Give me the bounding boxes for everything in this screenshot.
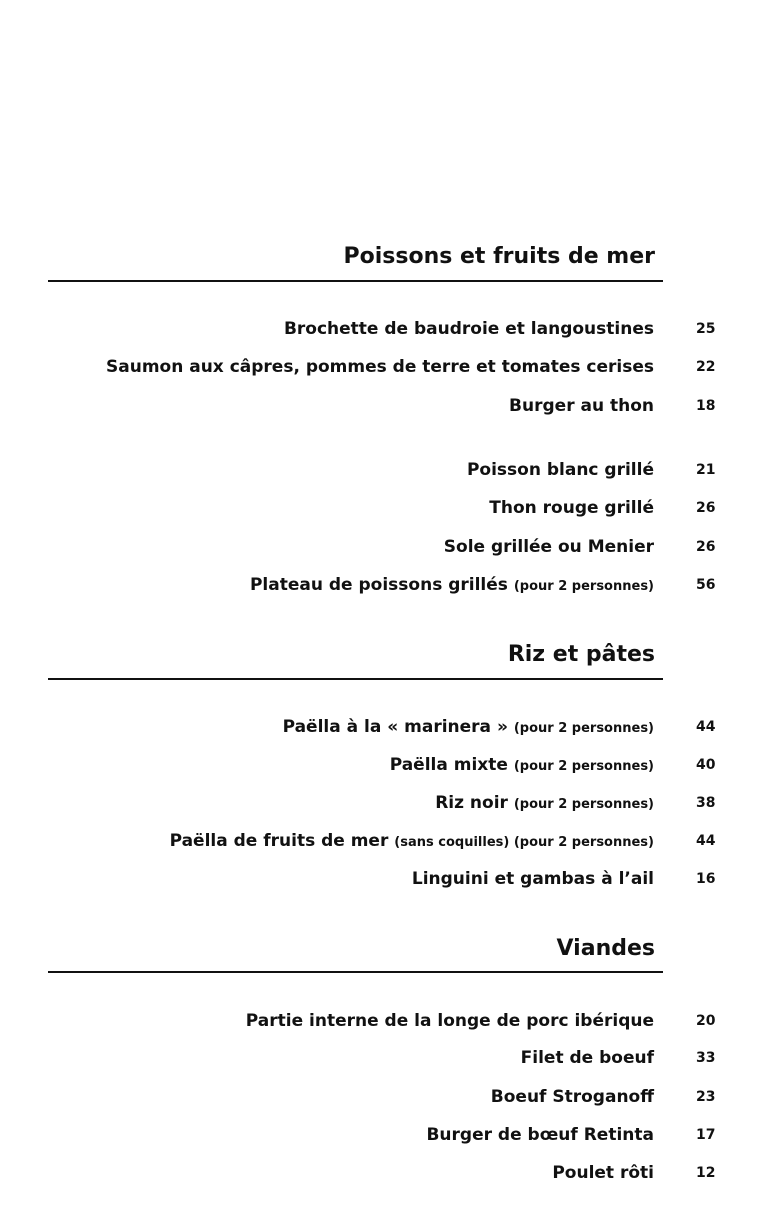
item-name: Poulet rôti <box>552 1163 654 1183</box>
item-price: 17 <box>696 1127 716 1143</box>
item-name: Poisson blanc grillé <box>466 460 654 480</box>
item-name: Paëlla mixte <box>389 755 508 775</box>
menu-item <box>284 318 654 340</box>
item-name: Brochette de baudroie et langoustines <box>283 319 654 339</box>
menu-item <box>444 536 654 558</box>
item-price: 26 <box>696 539 716 555</box>
menu-item <box>489 497 654 519</box>
item-name: Partie interne de la longe de porc ibérique <box>245 1011 654 1031</box>
menu-item <box>170 830 654 854</box>
item-price: 23 <box>696 1089 716 1105</box>
item-note: (pour 2 personnes) <box>513 759 654 774</box>
menu-item <box>390 754 654 778</box>
item-price: 44 <box>696 833 716 849</box>
item-name: Filet de boeuf <box>520 1048 654 1068</box>
item-name: Sole grillée ou Menier <box>443 537 654 557</box>
menu-item <box>491 1086 654 1108</box>
menu-item <box>412 868 654 890</box>
item-note: (pour 2 personnes) <box>513 797 654 812</box>
item-price: 44 <box>696 719 716 735</box>
item-price: 16 <box>696 871 716 887</box>
menu-item <box>509 395 654 417</box>
menu-item <box>283 716 654 740</box>
item-price: 26 <box>696 500 716 516</box>
item-note: (sans coquilles) (pour 2 personnes) <box>394 835 654 850</box>
section-title-riz: Riz et pâtes <box>507 642 655 667</box>
item-name: Boeuf Stroganoff <box>490 1087 654 1107</box>
section-title-poissons: Poissons et fruits de mer <box>343 244 655 269</box>
item-name: Paëlla à la « marinera » <box>282 717 508 737</box>
item-note: (pour 2 personnes) <box>513 721 654 736</box>
item-name: Burger de bœuf Retinta <box>426 1125 654 1145</box>
item-price: 18 <box>696 398 716 414</box>
item-name: Linguini et gambas à l’ail <box>411 869 654 889</box>
item-name: Saumon aux câpres, pommes de terre et tomates cerises <box>106 357 654 377</box>
section-title-viandes: Viandes <box>556 936 655 961</box>
item-price: 20 <box>696 1013 716 1029</box>
item-price: 22 <box>696 359 716 375</box>
menu-item <box>106 356 654 378</box>
item-name: Paëlla de fruits de mer <box>169 831 389 851</box>
section-divider <box>48 280 663 282</box>
item-price: 40 <box>696 757 716 773</box>
menu-item <box>250 574 654 598</box>
menu-item <box>521 1047 654 1069</box>
menu-item <box>435 792 654 816</box>
item-price: 12 <box>696 1165 716 1181</box>
item-price: 33 <box>696 1050 716 1066</box>
menu-item <box>552 1162 654 1184</box>
item-name: Riz noir <box>435 793 508 813</box>
item-note: (pour 2 personnes) <box>513 579 654 594</box>
section-divider <box>48 678 663 680</box>
menu-item <box>246 1010 654 1032</box>
section-divider <box>48 971 663 973</box>
item-price: 38 <box>696 795 716 811</box>
item-price: 21 <box>696 462 716 478</box>
item-name: Burger au thon <box>509 396 654 416</box>
menu-item <box>467 459 654 481</box>
item-price: 25 <box>696 321 716 337</box>
item-name: Plateau de poissons grillés <box>249 575 508 595</box>
item-price: 56 <box>696 577 716 593</box>
menu-item <box>426 1124 654 1146</box>
item-name: Thon rouge grillé <box>489 498 654 518</box>
